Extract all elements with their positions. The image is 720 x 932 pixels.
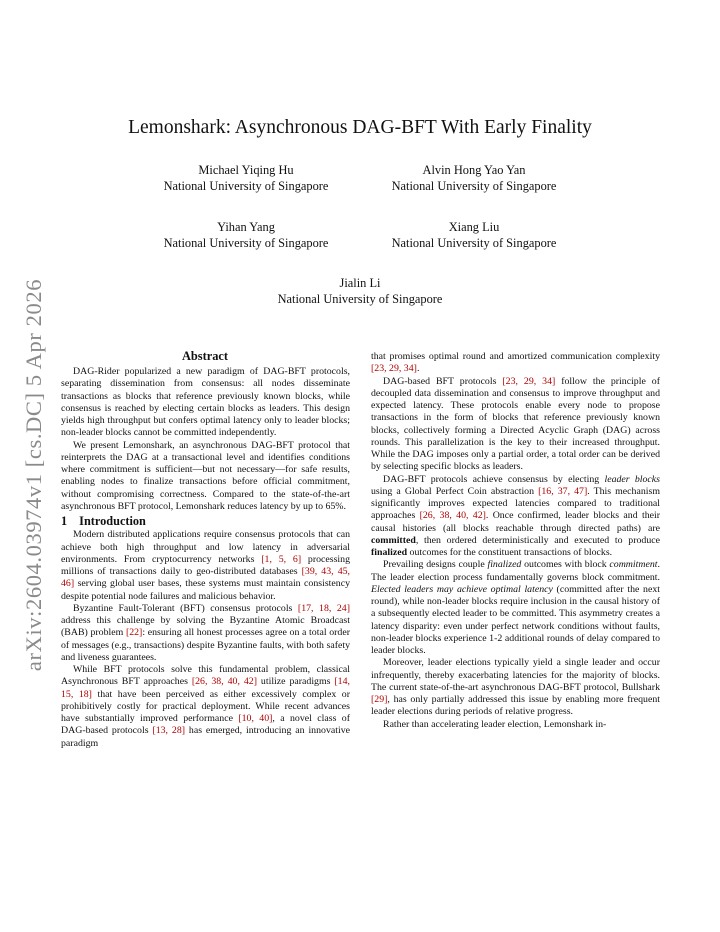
body-paragraph: Rather than accelerating leader election, Lemonshark in- [383,718,607,730]
author-name: Yihan Yang [217,220,275,234]
body-paragraph: Moreover, leader elections typically yield a single leader and occur infrequently, thereby exacerbating latencies for the majority of blocks. The current state-of-the-art asynchronous DAG-BFT protocol, Bullshark [29], has only partially addressed this issue by enabling more frequent leader elections during periods of relative progress. [371,657,660,718]
arxiv-identifier-sidebar [14,265,54,685]
intro-paragraph: Byzantine Fault-Tolerant (BFT) consensus protocols [17, 18, 24] address this challenge by solving the Byzantine Atomic Broadcast (BAB) problem [22]: ensuring all honest processes agree on a total order of messages (e.g., transactions) despite Byzantine faults, with both safety and liveness guarantees. [61,602,351,663]
author-affiliation: National University of Singapore [277,292,443,306]
paper-title: Lemonshark: Asynchronous DAG-BFT With Early Finality [128,117,592,138]
abstract-paragraph: We present Lemonshark, an asynchronous DAG-BFT protocol that reinterprets the DAG at a transactional level and identifies conditions where commitment is sufficient—but not necessary—for safe results, enabling nodes to finalize transactions before official commitment, without compromising correctness. Compared to the state-of-the-art asynchronous BFT protocol, Lemonshark reduces latency by up to 65%. [61,439,350,512]
body-paragraph: Prevailing designs couple finalized outcomes with block commitment. The leader election process fundamentally governs block commitment. Elected leaders may achieve optimal latency (committed after the next round), while non-leader blocks require inclusion in the causal history of a subsequently elected leader to be committed. This asymmetry creates a latency disparity: even under perfect network conditions without faults, non-leader blocks experience 1-2 additional rounds of delay compared to leader blocks. [371,559,660,656]
citation-link[interactable]: [26, 38, 40, 42] [191,676,257,688]
citation-link[interactable]: [17, 18, 24] [297,602,351,614]
author-name: Michael Yiqing Hu [198,163,294,177]
citation-link[interactable]: [22] [125,627,143,639]
citation-link[interactable]: [29] [371,694,388,705]
author-block [131,162,361,194]
body-paragraph: DAG-based BFT protocols [23, 29, 34] follow the principle of decoupled data dissemination and consensus to improve throughput and expected latency. These protocols enable every node to propose transactions in the form of blocks that reference previously known blocks, collectively forming a Directed Acyclic Graph (DAG) across rounds. This parallelization is the key to their increased throughput. While the DAG imposes only a partial order, a total order can be derived by selecting specific blocks as leaders. [371,375,660,473]
author-name: Alvin Hong Yao Yan [422,163,526,177]
abstract-paragraph: DAG-Rider popularized a new paradigm of DAG-BFT protocols, separating dissemination from consensus: all nodes disseminate transactions as blocks that reference previously known blocks, while consensus is reached by electing certain blocks as leaders. This design yields high throughput but confers optimal latency only to leader blocks; non-leader blocks cannot be committed independently. [61,366,350,439]
intro-paragraph: Modern distributed applications require consensus protocols that can achieve both high throughput and low latency in adversarial environments. From cryptocurrency networks [1, 5, 6] processing millions of transactions daily to geo-distributed databases [39, 43, 45, 46] serving global user bases, these systems must maintain consistency despite potential node failures and malicious behavior. [61,529,351,602]
citation-link[interactable]: [26, 38, 40, 42] [419,510,486,522]
section-title: Introduction [79,514,146,528]
intro-paragraph: While BFT protocols solve this fundamental problem, classical Asynchronous BFT approaches [26, 38, 40, 42] utilize paradigms [14, 15, 18] that have been perceived as either excessively complex or prohibitively costly for practical deployment. While recent advances have substantially improved performance [10, 40], a novel class of DAG-based protocols [13, 28] has emerged, introducing an innovative paradigm [61,664,351,749]
section-number: 1 [61,514,68,528]
arxiv-id-text: arXiv:2604.03974v1 [cs.DC] 5 Apr 2026 [21,278,47,672]
author-affiliation: National University of Singapore [163,236,329,250]
author-block [245,275,475,307]
citation-link[interactable]: [39, 43, 45, 46] [61,566,350,590]
body-paragraph: that promises optimal round and amortized communication complexity [23, 29, 34]. [371,351,660,375]
citation-link[interactable]: [23, 29, 34] [371,363,417,375]
citation-link[interactable]: [10, 40] [238,713,273,724]
citation-link[interactable]: [13, 28] [152,725,186,737]
author-affiliation: National University of Singapore [163,179,329,193]
author-affiliation: National University of Singapore [391,236,557,250]
left-column [61,366,350,750]
author-affiliation: National University of Singapore [391,179,557,193]
citation-link[interactable]: [23, 29, 34] [502,375,556,387]
citation-link[interactable]: [16, 37, 47] [538,485,588,497]
author-block [359,162,589,194]
citation-link[interactable]: [14, 15, 18] [61,676,350,700]
body-paragraph: DAG-BFT protocols achieve consensus by electing leader blocks using a Global Perfect Coin abstraction [16, 37, 47]. This mechanism significantly improves expected latencies compared to traditional approaches [26, 38, 40, 42]. Once confirmed, leader blocks and their causal histories (all blocks reachable through directed paths) are committed, then ordered deterministically and executed to produce finalized outcomes for the constituent transactions of blocks. [371,473,661,558]
author-block [131,219,361,251]
citation-link[interactable]: [1, 5, 6] [261,553,302,565]
author-name: Xiang Liu [448,220,500,234]
right-column [371,351,660,731]
author-name: Jialin Li [339,276,381,290]
section-heading [61,515,350,527]
abstract-heading: Abstract [181,349,229,363]
author-block [359,219,589,251]
